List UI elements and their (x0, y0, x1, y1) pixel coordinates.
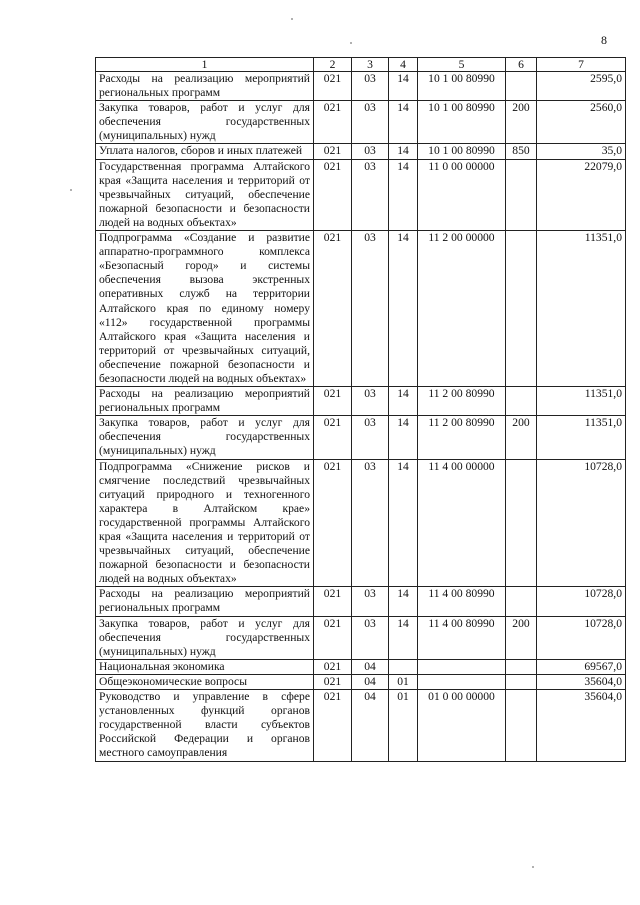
table-row (96, 231, 626, 387)
table-row (96, 144, 626, 159)
row-name: Подпрограмма «Снижение рисков и смягчение последствий чрезвычайных ситуаций природного и техногенного характера в Алтайском крае» государственной программы Алтайского края «Защита населения и территорий от чрезвычайных ситуаций, обеспечение пожарной безопасности и безопасности людей на водных объектах» (96, 459, 314, 587)
column-header-expense-type: 6 (506, 58, 537, 72)
scan-speck (350, 42, 352, 44)
row-target-article: 11 2 00 80990 (418, 416, 506, 459)
row-amount: 10728,0 (537, 459, 626, 587)
row-subsection: 14 (389, 159, 418, 230)
row-target-article: 10 1 00 80990 (418, 72, 506, 101)
row-amount: 35604,0 (537, 674, 626, 689)
row-name: Уплата налогов, сборов и иных платежей (96, 144, 314, 159)
row-amount: 2560,0 (537, 101, 626, 144)
scan-speck (532, 866, 534, 868)
page-number: 8 (601, 33, 607, 47)
row-amount: 22079,0 (537, 159, 626, 230)
table-row (96, 101, 626, 144)
row-expense-type: 200 (506, 616, 537, 659)
row-target-article: 10 1 00 80990 (418, 144, 506, 159)
row-target-article (418, 659, 506, 674)
table-row (96, 72, 626, 101)
row-expense-type (506, 72, 537, 101)
row-subsection: 14 (389, 231, 418, 387)
row-name: Закупка товаров, работ и услуг для обеспечения государственных (муниципальных) нужд (96, 416, 314, 459)
row-section: 03 (352, 101, 389, 144)
table-row (96, 416, 626, 459)
row-name: Национальная экономика (96, 659, 314, 674)
row-amount: 69567,0 (537, 659, 626, 674)
row-expense-type: 200 (506, 101, 537, 144)
row-section: 04 (352, 659, 389, 674)
table-header-row (96, 58, 626, 72)
row-target-article: 11 0 00 00000 (418, 159, 506, 230)
row-grbs: 021 (314, 159, 352, 230)
row-expense-type (506, 659, 537, 674)
row-grbs: 021 (314, 659, 352, 674)
row-grbs: 021 (314, 231, 352, 387)
row-section: 03 (352, 387, 389, 416)
row-target-article: 11 2 00 80990 (418, 387, 506, 416)
row-amount: 35,0 (537, 144, 626, 159)
row-amount: 11351,0 (537, 231, 626, 387)
row-target-article: 11 4 00 00000 (418, 459, 506, 587)
row-amount: 11351,0 (537, 416, 626, 459)
column-header-subsection: 4 (389, 58, 418, 72)
row-target-article (418, 674, 506, 689)
budget-table (95, 57, 626, 762)
row-grbs: 021 (314, 587, 352, 616)
row-name: Закупка товаров, работ и услуг для обеспечения государственных (муниципальных) нужд (96, 616, 314, 659)
column-header-section: 3 (352, 58, 389, 72)
row-target-article: 11 4 00 80990 (418, 616, 506, 659)
row-amount: 10728,0 (537, 616, 626, 659)
row-name: Расходы на реализацию мероприятий региональных программ (96, 387, 314, 416)
row-section: 04 (352, 674, 389, 689)
table-body (96, 72, 626, 762)
row-grbs: 021 (314, 459, 352, 587)
row-subsection: 14 (389, 587, 418, 616)
row-subsection: 01 (389, 690, 418, 761)
scan-speck (291, 18, 293, 20)
row-expense-type (506, 587, 537, 616)
scan-speck (70, 189, 72, 191)
row-subsection (389, 659, 418, 674)
row-grbs: 021 (314, 690, 352, 761)
row-section: 03 (352, 587, 389, 616)
row-expense-type (506, 159, 537, 230)
column-header-amount: 7 (537, 58, 626, 72)
row-amount: 10728,0 (537, 587, 626, 616)
row-section: 03 (352, 231, 389, 387)
column-header-target-article: 5 (418, 58, 506, 72)
row-expense-type (506, 459, 537, 587)
row-name: Общеэкономические вопросы (96, 674, 314, 689)
row-amount: 2595,0 (537, 72, 626, 101)
row-expense-type: 850 (506, 144, 537, 159)
table-row (96, 659, 626, 674)
column-header-grbs: 2 (314, 58, 352, 72)
row-name: Закупка товаров, работ и услуг для обеспечения государственных (муниципальных) нужд (96, 101, 314, 144)
row-section: 03 (352, 416, 389, 459)
table-row (96, 159, 626, 230)
row-subsection: 14 (389, 387, 418, 416)
row-expense-type (506, 231, 537, 387)
row-grbs: 021 (314, 101, 352, 144)
table-row (96, 387, 626, 416)
row-expense-type: 200 (506, 416, 537, 459)
row-target-article: 01 0 00 00000 (418, 690, 506, 761)
row-section: 03 (352, 159, 389, 230)
table-row (96, 674, 626, 689)
row-target-article: 11 2 00 00000 (418, 231, 506, 387)
table-row (96, 587, 626, 616)
row-grbs: 021 (314, 72, 352, 101)
row-section: 03 (352, 616, 389, 659)
row-grbs: 021 (314, 416, 352, 459)
row-amount: 35604,0 (537, 690, 626, 761)
row-subsection: 14 (389, 72, 418, 101)
row-section: 03 (352, 144, 389, 159)
row-amount: 11351,0 (537, 387, 626, 416)
row-grbs: 021 (314, 144, 352, 159)
row-subsection: 01 (389, 674, 418, 689)
row-section: 03 (352, 72, 389, 101)
row-expense-type (506, 690, 537, 761)
row-expense-type (506, 387, 537, 416)
row-name: Государственная программа Алтайского края «Защита населения и территорий от чрезвычайных ситуаций, обеспечение пожарной безопасности и безопасности людей на водных объектах» (96, 159, 314, 230)
row-name: Расходы на реализацию мероприятий региональных программ (96, 72, 314, 101)
row-subsection: 14 (389, 144, 418, 159)
row-grbs: 021 (314, 674, 352, 689)
row-target-article: 11 4 00 80990 (418, 587, 506, 616)
row-name: Подпрограмма «Создание и развитие аппаратно-программного комплекса «Безопасный город» и системы обеспечения вызова экстренных оперативных служб на территории Алтайского края по единому номеру «112» государственной программы Алтайского края «Защита населения и территорий от чрезвычайных ситуаций, обеспечение пожарной безопасности и безопасности людей на водных объектах» (96, 231, 314, 387)
row-subsection: 14 (389, 101, 418, 144)
row-target-article: 10 1 00 80990 (418, 101, 506, 144)
row-subsection: 14 (389, 616, 418, 659)
row-name: Расходы на реализацию мероприятий региональных программ (96, 587, 314, 616)
row-section: 04 (352, 690, 389, 761)
row-subsection: 14 (389, 416, 418, 459)
column-header-name: 1 (96, 58, 314, 72)
table-row (96, 459, 626, 587)
row-grbs: 021 (314, 387, 352, 416)
row-grbs: 021 (314, 616, 352, 659)
row-name: Руководство и управление в сфере установленных функций органов государственной власти субъектов Российской Федерации и органов местного самоуправления (96, 690, 314, 761)
row-subsection: 14 (389, 459, 418, 587)
row-section: 03 (352, 459, 389, 587)
table-row (96, 690, 626, 761)
table-row (96, 616, 626, 659)
row-expense-type (506, 674, 537, 689)
